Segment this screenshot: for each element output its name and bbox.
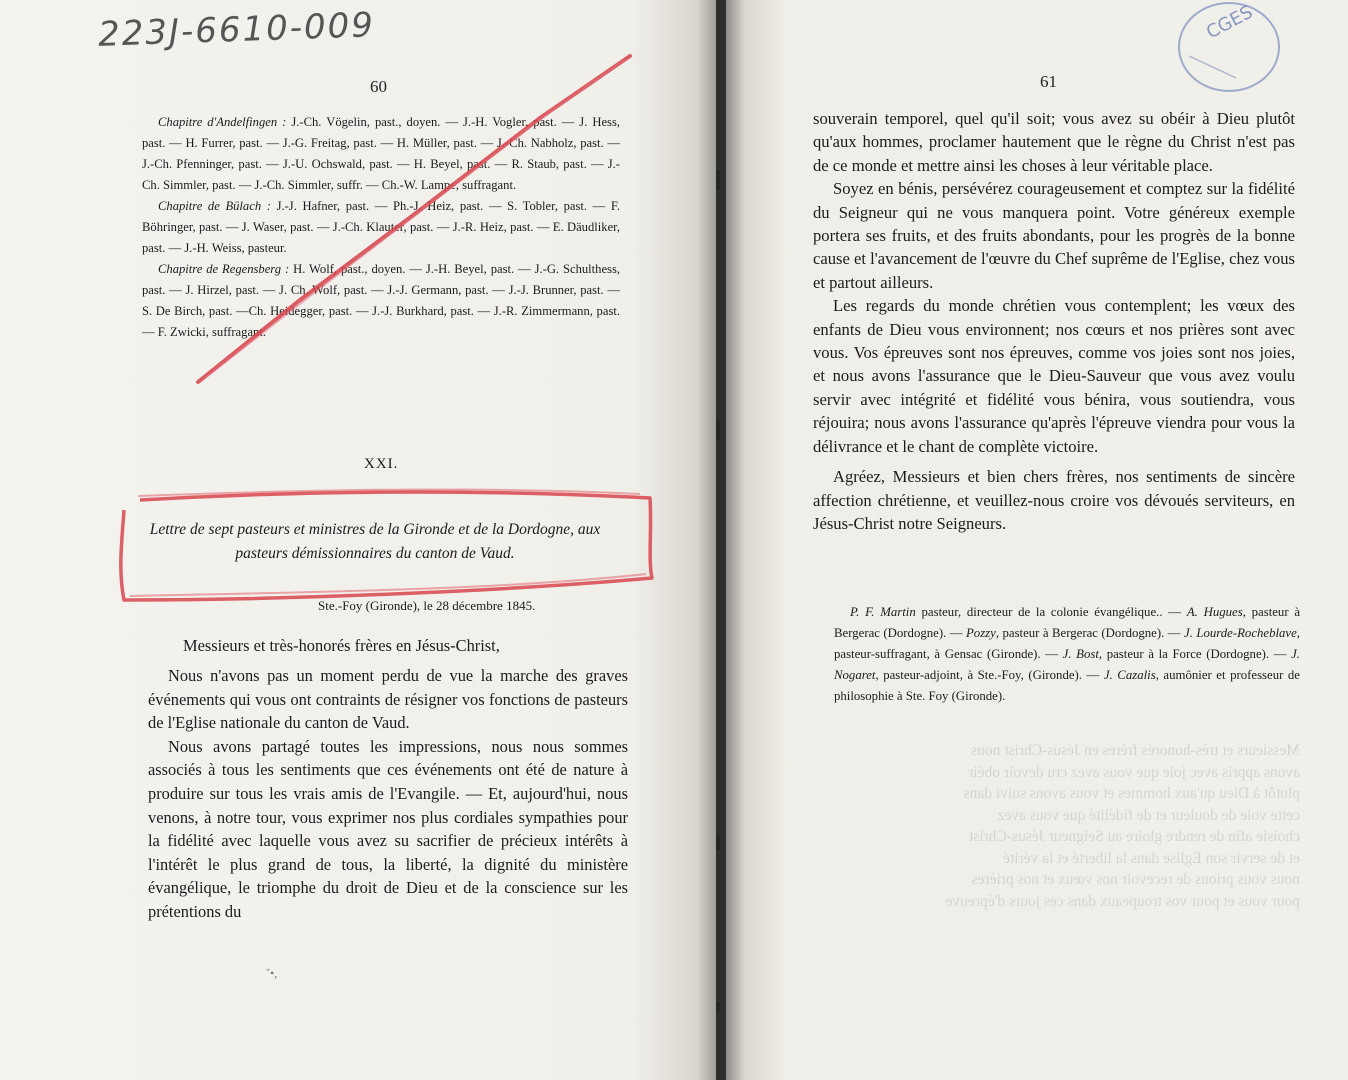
chapitre-members: H. Wolf, past., doyen. — J.-H. Beyel, past. — J.-G. Schulthess, past. — J. Hirzel, past. — J. Ch. Wolf, past. — J.-J. Germann, past. — J.-J. Brunner, past. — S. De Birch, past. —Ch. Heidegger, past. — J.-J. Burkhard, past. — J.-R. Zimmermann, past. — F. Zwicki, suffragant. [142,262,621,339]
signatory-name: J. Bost [1062,647,1099,661]
chapitre-members: J.-J. Hafner, past. — Ph.-J. Heiz, past. — S. Tobler, past. — F. Böhringer, past. — J. Waser, past. — J.-Ch. Klauter, past. — J.-R. Heiz, past. — E. Däudliker, past. — J.-H. Weiss, pasteur. [142,199,621,255]
stamp-text: CGES [1202,1,1257,44]
stamp-stroke [1189,56,1236,78]
signatory-detail: , pasteur-suffragant, à Gensac (Gironde). — [834,626,1300,661]
red-box-outline [121,492,652,600]
signatory-detail: pasteur, directeur de la colonie évangélique.. — [915,605,1187,619]
show-through-text: Messieurs et très-honorés frères en Jésus-Christ nous avons appris avec joie que vous avez cru devoir obéir plutôt à Dieu qu'aux hommes et vous avons suivi dans cette voie de douleur et de fidélité que vous avez choisie afin de rendre gloire au Seigneur Jésus-Christ et de servir son Eglise dans la liberté et la vérité nous vous prions de recevoir nos vœux et nos prières pour vous et pour vos troupeaux dans ces jours d'épreuve [945,742,1300,910]
signatory-name: A. Hugues [1186,605,1243,619]
chapitre-name: Chapitre de Regensberg : [158,262,290,276]
signatory-name: Pozzy [965,626,996,640]
paragraph: Agréez, Messieurs et bien chers frères, nos sentiments de sincère affection chrétienne, et veuillez-nous croire vos dévoués serviteurs, en Jésus-Christ notre Seigneurs. [813,467,1295,533]
signatory-detail: , pasteur-adjoint, à Ste.-Foy, (Gironde). — [875,668,1104,682]
chapitre-name: Chapitre de Bülach : [158,199,271,213]
paragraph: Nous avons partagé toutes les impressions, nous nous sommes associés à tous les sentiments que ces événements ont été de nature à produire sur tous les vrais amis de l'Evangile. — Et, aujourd'hui, nous venons, à notre tour, vous exprimer nos plus cordiales sympathies pour la fidélité avec laquelle vous avez su sacrifier de précieux intérêts à l'intérêt le plus grand de tous, la liberté, la dignité du ministère évangélique, le triomphe du droit de Dieu et de la conscience sur les prétentions du [148,736,628,921]
signatory-name: J. Nogaret [834,647,1300,682]
paragraph: Les regards du monde chrétien vous contemplent; les vœux des enfants de Dieu vous environnent; nos cœurs et nos prières sont avec vous. Vos épreuves sont nos épreuves, comme vos joies sont nos joies, et nous avons l'assurance que le Dieu-Sauveur que vous avez voulu servir avec intégrité et fidélité vous bénira, vous soutiendra, vous réjouira; nous avons l'assurance qu'après l'épreuve viendra pour vous la délivrance et le chant de complète victoire. [813,296,1295,456]
signatory-name: J. Cazalis [1103,668,1156,682]
salutation: Messieurs et très-honorés frères en Jésus-Christ, [183,636,500,655]
red-strike-line-echo [205,60,625,378]
signatory-name: P. F. Martin [850,605,916,619]
paragraph: Soyez en bénis, persévérez courageusement et comptez sur la fidélité du Seigneur qui ne vous manquera point. Votre généreux exemple portera ses fruits, et des fruits abondants, pour les progrès de la bonne cause et l'avancement de l'œuvre du Chef suprême de l'Eglise, chez vous et partout ailleurs. [813,179,1295,292]
signatory-detail: , pasteur à la Force (Dordogne). — [1098,647,1292,661]
archive-reference: 223J-6610-009 [97,5,376,55]
paragraph: souverain temporel, quel qu'il soit; vous avez su obéir à Dieu plutôt qu'aux hommes, proclamer hautement que le règne du Christ n'est pas de ce monde et mettre ainsi les choses à leur véritable place. [813,109,1295,175]
paragraph: Nous n'avons pas un moment perdu de vue la marche des graves événements qui vous ont contraints de résigner vos fonctions de pasteurs de l'Eglise nationale du canton de Vaud. [148,666,628,733]
chapitre-name: Chapitre d'Andelfingen : [158,115,287,129]
chapitre-members: J.-Ch. Vögelin, past., doyen. — J.-H. Vogler, past. — J. Hess, past. — H. Furrer, past. — J.-G. Freitag, past. — H. Müller, past. — J.-Ch. Nabholz, past. — J.-Ch. Pfenninger, past. — J.-U. Ochswald, past. — H. Beyel, past. — R. Staub, past. — J.-Ch. Simmler, past. — J.-Ch. Simmler, suffr. — Ch.-W. Lampe, suffragant. [142,115,620,192]
signatory-detail: , pasteur à Bergerac (Dordogne). — [995,626,1185,640]
letter-title: Lettre de sept pasteurs et ministres de la Gironde et de la Dordogne, aux pasteurs démissionnaires du canton de Vaud. [149,521,601,562]
page-number: 60 [370,77,387,96]
place-date: Ste.-Foy (Gironde), le 28 décembre 1845. [318,598,536,613]
page-number: 61 [1040,72,1057,91]
section-number: XXI. [364,456,399,472]
stray-mark: ˇ•, [266,966,278,980]
signatory-name: J. Lourde-Rocheblave [1184,626,1297,640]
signatory-detail: , aumônier et professeur de philosophie à Ste. Foy (Gironde). [834,668,1300,703]
signatory-detail: , pasteur à Bergerac (Dordogne). — [834,605,1301,640]
